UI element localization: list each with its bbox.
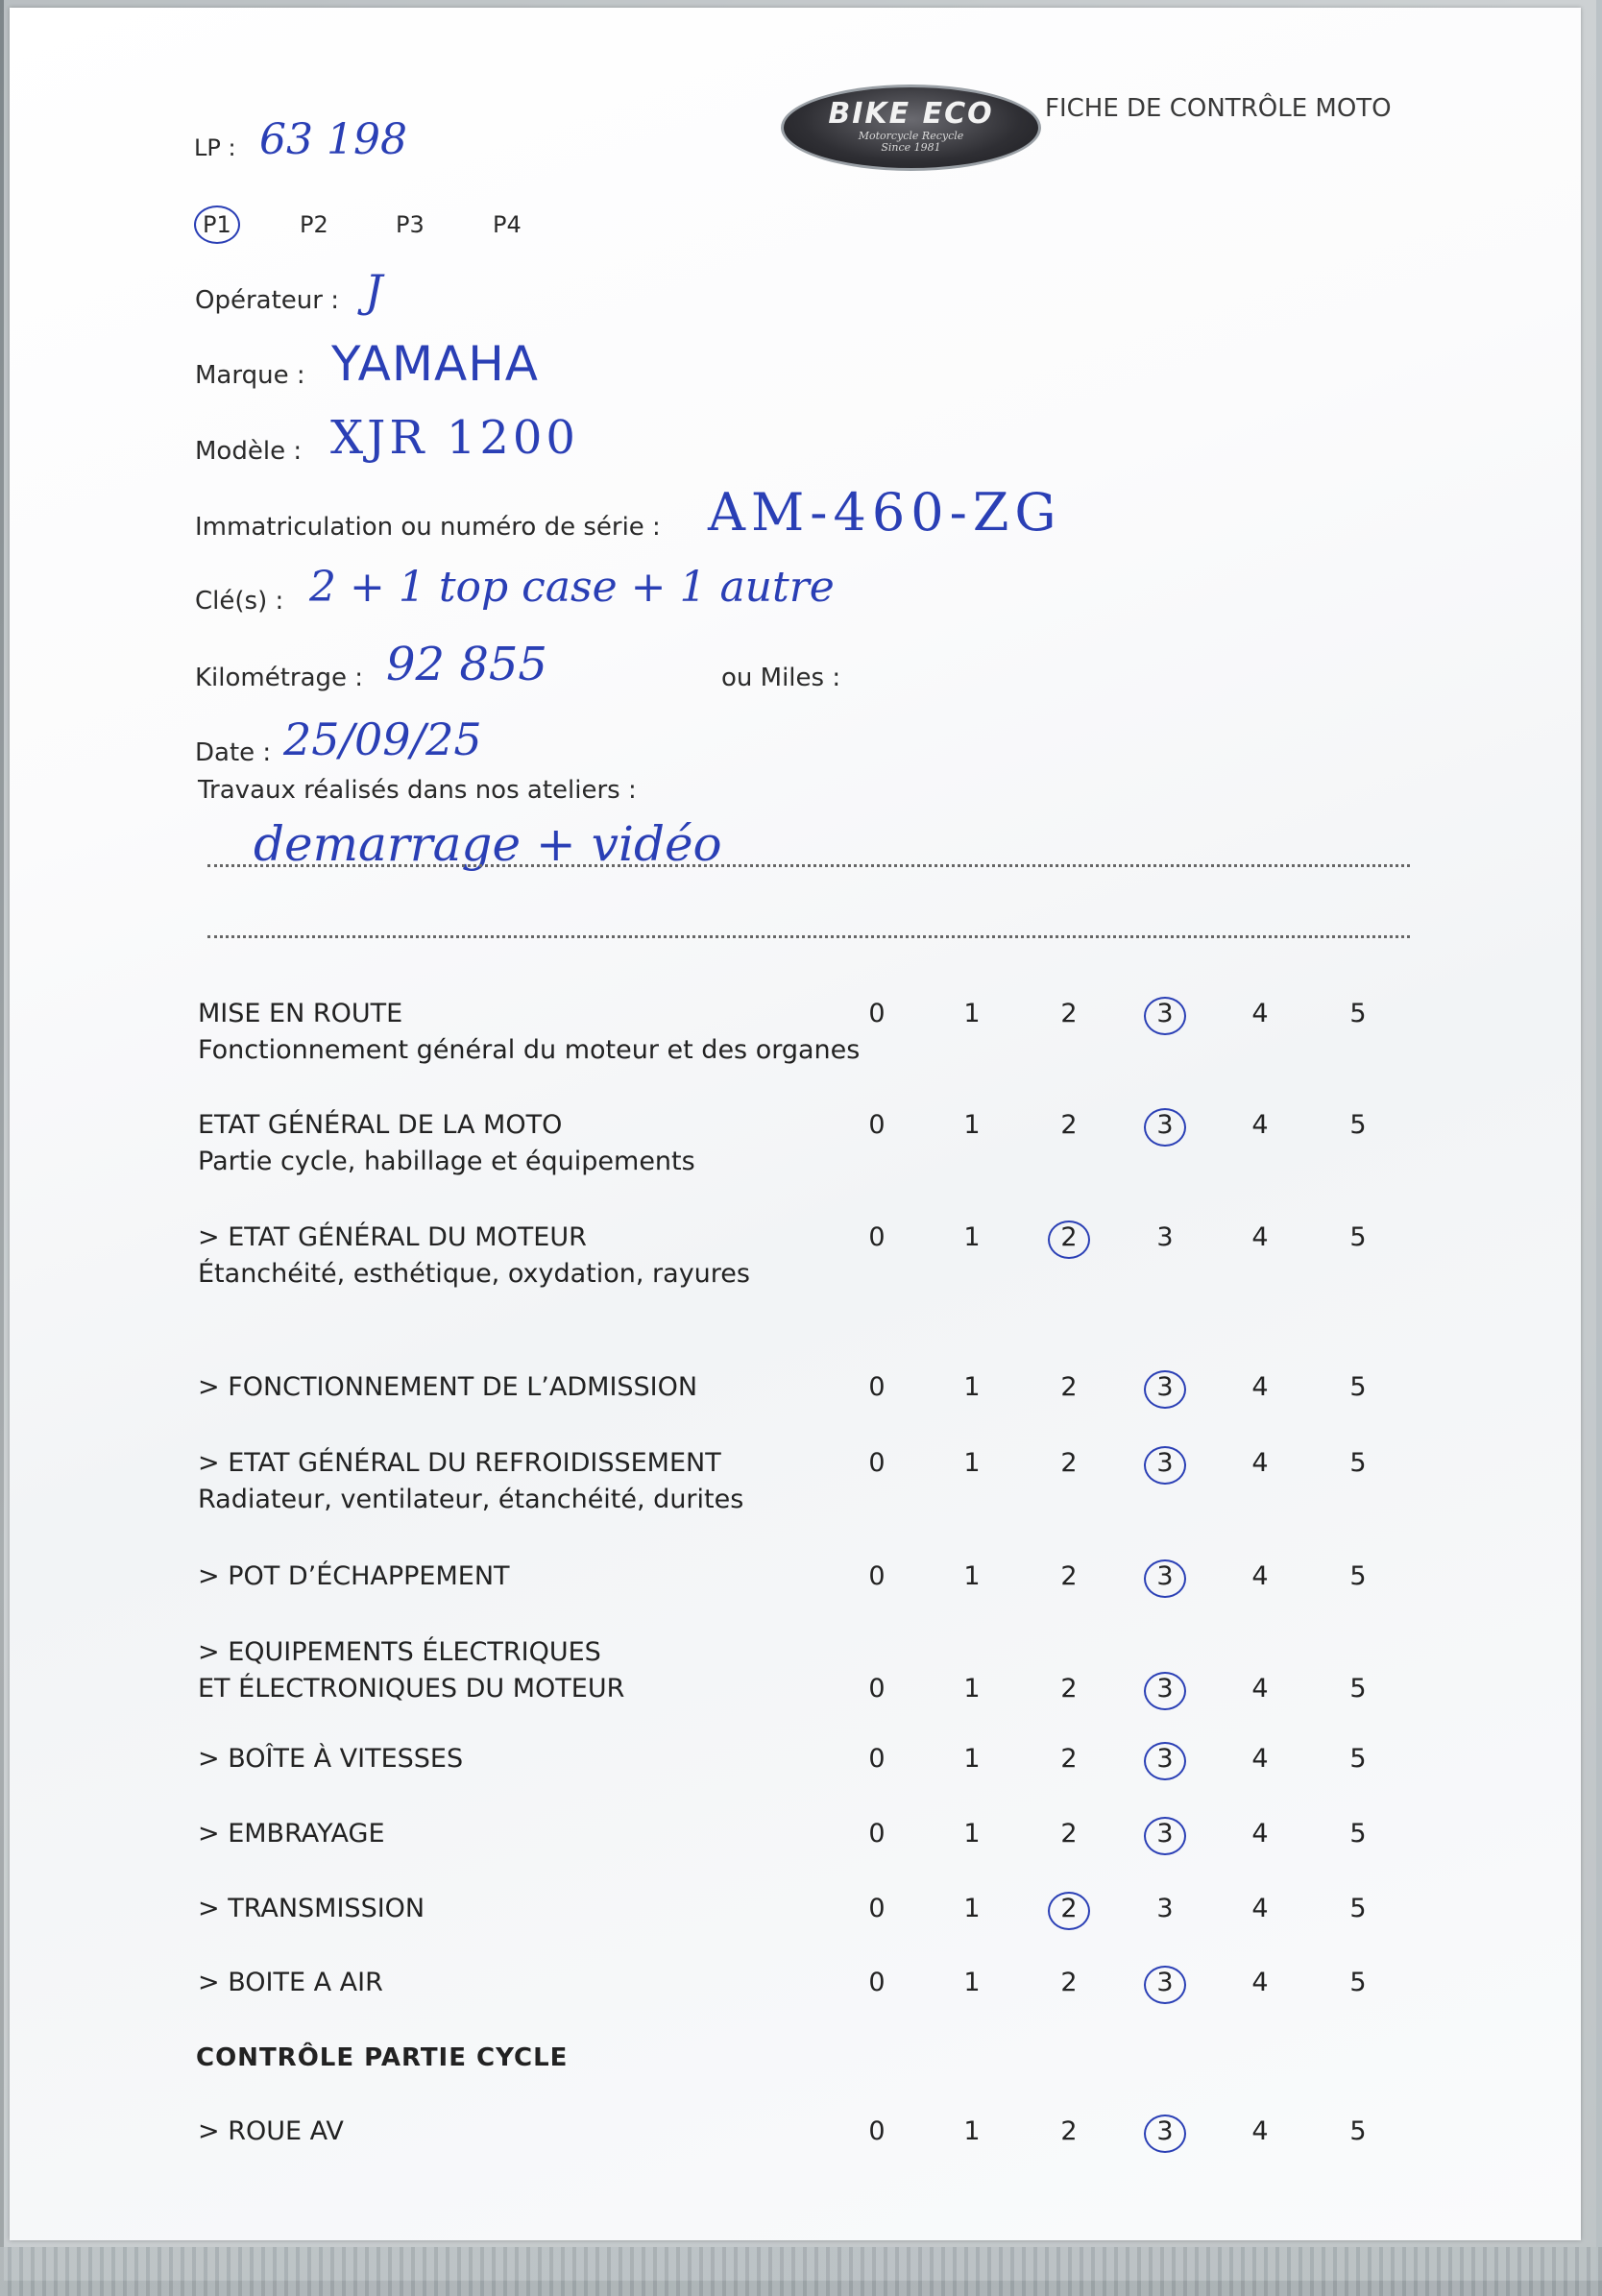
check-row-10-score-circle — [1048, 1892, 1090, 1930]
check-row-4-title: > FONCTIONNEMENT DE L’ADMISSION — [198, 1372, 698, 1402]
check-row-5-score-1[interactable]: 1 — [963, 1448, 981, 1478]
check-row-6-score-1[interactable]: 1 — [963, 1561, 981, 1591]
cycle-row-1-score-1[interactable]: 1 — [963, 2116, 981, 2146]
cycle-row-1-score-circle — [1144, 2115, 1186, 2153]
logo-text: BIKE ECO — [828, 97, 994, 131]
check-row-6-title: > POT D’ÉCHAPPEMENT — [198, 1561, 510, 1591]
check-row-1-title: MISE EN ROUTE — [198, 999, 403, 1028]
check-row-2-score-1[interactable]: 1 — [963, 1110, 981, 1140]
cycle-row-1-score-0[interactable]: 0 — [868, 2116, 886, 2146]
check-row-11-score-1[interactable]: 1 — [963, 1968, 981, 1997]
check-row-7-score-3[interactable]: 3 — [1156, 1674, 1174, 1704]
cycle-row-1-score-4[interactable]: 4 — [1251, 2116, 1269, 2146]
check-row-11-score-4[interactable]: 4 — [1251, 1968, 1269, 1997]
cles-value[interactable]: 2 + 1 top case + 1 autre — [309, 563, 835, 612]
check-row-1-score-2[interactable]: 2 — [1060, 999, 1078, 1028]
check-row-3-score-0[interactable]: 0 — [868, 1222, 886, 1252]
check-row-9-score-circle — [1144, 1817, 1186, 1855]
logo-tagline: Motorcycle Recycle — [858, 130, 964, 142]
check-row-8-score-3[interactable]: 3 — [1156, 1744, 1174, 1774]
check-row-1-score-0[interactable]: 0 — [868, 999, 886, 1028]
check-row-4-score-circle — [1144, 1370, 1186, 1409]
check-row-1-score-circle — [1144, 997, 1186, 1035]
check-row-5-subtitle: Radiateur, ventilateur, étanchéité, durites — [198, 1485, 744, 1514]
travaux-line-2 — [207, 935, 1410, 938]
cles-label: Clé(s) : — [195, 587, 284, 616]
km-label: Kilométrage : — [195, 664, 364, 692]
check-row-5-title: > ETAT GÉNÉRAL DU REFROIDISSEMENT — [198, 1448, 721, 1478]
check-row-6-score-2[interactable]: 2 — [1060, 1561, 1078, 1591]
check-row-8-title: > BOÎTE À VITESSES — [198, 1744, 464, 1774]
check-row-6-score-5[interactable]: 5 — [1349, 1561, 1367, 1591]
check-row-11-score-circle — [1144, 1966, 1186, 2004]
marque-label: Marque : — [195, 361, 305, 390]
check-row-10-score-2[interactable]: 2 — [1060, 1894, 1078, 1923]
check-row-4-score-3[interactable]: 3 — [1156, 1372, 1174, 1402]
marque-value[interactable]: YAMAHA — [331, 336, 540, 392]
check-row-1-score-1[interactable]: 1 — [963, 999, 981, 1028]
check-row-6-score-0[interactable]: 0 — [868, 1561, 886, 1591]
check-row-5-score-circle — [1144, 1446, 1186, 1485]
position-p2[interactable]: P2 — [300, 211, 328, 238]
sleeve-binding-edge — [0, 2247, 1602, 2296]
check-row-2-title: ETAT GÉNÉRAL DE LA MOTO — [198, 1110, 563, 1140]
modele-label: Modèle : — [195, 437, 303, 466]
check-row-1-score-5[interactable]: 5 — [1349, 999, 1367, 1028]
travaux-label: Travaux réalisés dans nos ateliers : — [198, 776, 637, 805]
check-row-7-score-4[interactable]: 4 — [1251, 1674, 1269, 1704]
check-row-3-score-3[interactable]: 3 — [1156, 1222, 1174, 1252]
lp-label: LP : — [194, 134, 236, 161]
check-row-11-score-3[interactable]: 3 — [1156, 1968, 1174, 1997]
check-row-7-subtitle: ET ÉLECTRONIQUES DU MOTEUR — [198, 1674, 625, 1704]
date-value[interactable]: 25/09/25 — [283, 713, 482, 765]
check-row-9-score-5[interactable]: 5 — [1349, 1819, 1367, 1849]
check-row-9-score-4[interactable]: 4 — [1251, 1819, 1269, 1849]
check-row-6-score-circle — [1144, 1559, 1186, 1598]
check-row-4-score-2[interactable]: 2 — [1060, 1372, 1078, 1402]
check-row-2-score-2[interactable]: 2 — [1060, 1110, 1078, 1140]
check-row-11-score-5[interactable]: 5 — [1349, 1968, 1367, 1997]
check-row-9-score-3[interactable]: 3 — [1156, 1819, 1174, 1849]
check-row-8-score-1[interactable]: 1 — [963, 1744, 981, 1774]
check-row-5-score-4[interactable]: 4 — [1251, 1448, 1269, 1478]
check-row-9-score-1[interactable]: 1 — [963, 1819, 981, 1849]
check-row-3-score-5[interactable]: 5 — [1349, 1222, 1367, 1252]
check-row-10-score-4[interactable]: 4 — [1251, 1894, 1269, 1923]
operateur-value[interactable]: J — [365, 265, 383, 317]
check-row-7-title: > EQUIPEMENTS ÉLECTRIQUES — [198, 1637, 601, 1667]
check-row-7-score-2[interactable]: 2 — [1060, 1674, 1078, 1704]
check-row-8-score-2[interactable]: 2 — [1060, 1744, 1078, 1774]
check-row-1-score-3[interactable]: 3 — [1156, 999, 1174, 1028]
check-row-3-score-circle — [1048, 1221, 1090, 1259]
check-row-1-subtitle: Fonctionnement général du moteur et des organes — [198, 1035, 861, 1065]
check-row-6-score-3[interactable]: 3 — [1156, 1561, 1174, 1591]
km-value[interactable]: 92 855 — [386, 638, 547, 691]
check-row-3-subtitle: Étanchéité, esthétique, oxydation, rayures — [198, 1259, 750, 1289]
travaux-value[interactable]: demarrage + vidéo — [254, 816, 722, 872]
miles-label: ou Miles : — [721, 664, 841, 692]
cycle-row-1-score-2[interactable]: 2 — [1060, 2116, 1078, 2146]
position-p4[interactable]: P4 — [493, 211, 522, 238]
check-row-2-score-circle — [1144, 1108, 1186, 1147]
check-row-10-title: > TRANSMISSION — [198, 1894, 425, 1923]
check-row-2-subtitle: Partie cycle, habillage et équipements — [198, 1147, 695, 1176]
check-row-6-score-4[interactable]: 4 — [1251, 1561, 1269, 1591]
immat-label: Immatriculation ou numéro de série : — [195, 513, 661, 542]
check-row-9-title: > EMBRAYAGE — [198, 1819, 385, 1849]
bike-eco-logo — [781, 85, 1041, 171]
date-label: Date : — [195, 738, 272, 767]
check-row-11-score-0[interactable]: 0 — [868, 1968, 886, 1997]
check-row-4-score-4[interactable]: 4 — [1251, 1372, 1269, 1402]
travaux-line-1 — [207, 864, 1410, 867]
check-row-7-score-5[interactable]: 5 — [1349, 1674, 1367, 1704]
check-row-9-score-2[interactable]: 2 — [1060, 1819, 1078, 1849]
check-row-10-score-5[interactable]: 5 — [1349, 1894, 1367, 1923]
operateur-label: Opérateur : — [195, 286, 339, 315]
cycle-row-1-score-3[interactable]: 3 — [1156, 2116, 1174, 2146]
sheet-title: FICHE DE CONTRÔLE MOTO — [1045, 94, 1392, 123]
logo-since: Since 1981 — [881, 141, 941, 154]
check-row-10-score-3[interactable]: 3 — [1156, 1894, 1174, 1923]
check-row-9-score-0[interactable]: 0 — [868, 1819, 886, 1849]
check-row-7-score-1[interactable]: 1 — [963, 1674, 981, 1704]
section-cycle-title: CONTRÔLE PARTIE CYCLE — [196, 2043, 569, 2072]
check-row-10-score-1[interactable]: 1 — [963, 1894, 981, 1923]
check-row-11-score-2[interactable]: 2 — [1060, 1968, 1078, 1997]
check-row-2-score-0[interactable]: 0 — [868, 1110, 886, 1140]
check-row-5-score-2[interactable]: 2 — [1060, 1448, 1078, 1478]
immat-value[interactable]: AM-460-ZG — [708, 482, 1062, 543]
check-row-8-score-circle — [1144, 1742, 1186, 1780]
lp-value[interactable]: 63 198 — [259, 115, 407, 164]
check-row-11-title: > BOITE A AIR — [198, 1968, 383, 1997]
check-row-4-score-1[interactable]: 1 — [963, 1372, 981, 1402]
check-row-3-score-4[interactable]: 4 — [1251, 1222, 1269, 1252]
check-row-2-score-4[interactable]: 4 — [1251, 1110, 1269, 1140]
check-row-3-score-2[interactable]: 2 — [1060, 1222, 1078, 1252]
check-row-4-score-5[interactable]: 5 — [1349, 1372, 1367, 1402]
check-row-7-score-circle — [1144, 1672, 1186, 1710]
check-row-3-title: > ETAT GÉNÉRAL DU MOTEUR — [198, 1222, 587, 1252]
check-row-2-score-3[interactable]: 3 — [1156, 1110, 1174, 1140]
control-sheet — [10, 8, 1581, 2240]
check-row-7-score-0[interactable]: 0 — [868, 1674, 886, 1704]
check-row-5-score-3[interactable]: 3 — [1156, 1448, 1174, 1478]
check-row-8-score-0[interactable]: 0 — [868, 1744, 886, 1774]
check-row-3-score-1[interactable]: 1 — [963, 1222, 981, 1252]
modele-value[interactable]: XJR 1200 — [330, 411, 579, 465]
cycle-row-1-title: > ROUE AV — [198, 2116, 344, 2146]
cycle-row-1-score-5[interactable]: 5 — [1349, 2116, 1367, 2146]
position-p3[interactable]: P3 — [396, 211, 425, 238]
position-p1[interactable]: P1 — [203, 211, 231, 238]
check-row-5-score-0[interactable]: 0 — [868, 1448, 886, 1478]
check-row-10-score-0[interactable]: 0 — [868, 1894, 886, 1923]
check-row-5-score-5[interactable]: 5 — [1349, 1448, 1367, 1478]
check-row-8-score-4[interactable]: 4 — [1251, 1744, 1269, 1774]
check-row-8-score-5[interactable]: 5 — [1349, 1744, 1367, 1774]
check-row-1-score-4[interactable]: 4 — [1251, 999, 1269, 1028]
check-row-4-score-0[interactable]: 0 — [868, 1372, 886, 1402]
check-row-2-score-5[interactable]: 5 — [1349, 1110, 1367, 1140]
